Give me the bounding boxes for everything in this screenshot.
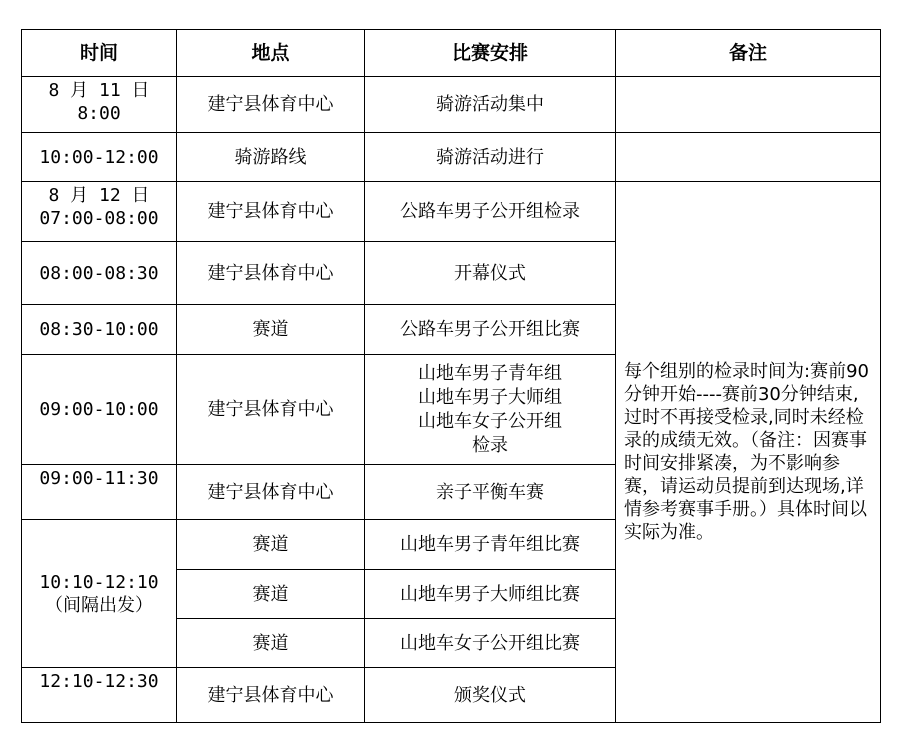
place-cell: 建宁县体育中心 (177, 355, 365, 465)
table-row (22, 77, 881, 133)
header-row (22, 30, 881, 77)
remarks-note: 每个组别的检录时间为:赛前90分钟开始----赛前30分钟结束,过时不再接受检录,同时未经检录的成绩无效。（备注：因赛事时间安排紧凑，为不影响参赛，请运动员提前到达现场,详情参考赛事手册。）具体时间以实际为准。 (616, 182, 881, 723)
time-cell: 10:10-12:10 （间隔出发） (22, 520, 177, 668)
header-place: 地点 (177, 30, 365, 77)
event-cell: 颁奖仪式 (365, 668, 616, 723)
header-arrangement: 比赛安排 (365, 30, 616, 77)
schedule-table (21, 29, 881, 723)
place-cell: 建宁县体育中心 (177, 182, 365, 242)
place-cell: 赛道 (177, 619, 365, 668)
event-cell: 公路车男子公开组比赛 (365, 305, 616, 355)
event-cell: 山地车男子青年组 山地车男子大师组 山地车女子公开组 检录 (365, 355, 616, 465)
place-cell: 建宁县体育中心 (177, 77, 365, 133)
time-cell: 08:00-08:30 (22, 242, 177, 305)
time-cell: 09:00-11:30 (22, 465, 177, 520)
header-time: 时间 (22, 30, 177, 77)
place-cell: 赛道 (177, 305, 365, 355)
event-cell: 开幕仪式 (365, 242, 616, 305)
time-cell: 8 月 12 日 07:00-08:00 (22, 182, 177, 242)
event-cell: 山地车男子大师组比赛 (365, 570, 616, 619)
time-cell: 10:00-12:00 (22, 133, 177, 182)
place-cell: 建宁县体育中心 (177, 668, 365, 723)
event-cell: 骑游活动集中 (365, 77, 616, 133)
place-cell: 骑游路线 (177, 133, 365, 182)
header-remarks: 备注 (616, 30, 881, 77)
time-cell: 8 月 11 日 8:00 (22, 77, 177, 133)
table-row (22, 133, 881, 182)
place-cell: 赛道 (177, 570, 365, 619)
remarks-cell (616, 77, 881, 133)
place-cell: 赛道 (177, 520, 365, 570)
event-cell: 亲子平衡车赛 (365, 465, 616, 520)
place-cell: 建宁县体育中心 (177, 465, 365, 520)
event-cell: 山地车女子公开组比赛 (365, 619, 616, 668)
event-cell: 骑游活动进行 (365, 133, 616, 182)
event-cell: 公路车男子公开组检录 (365, 182, 616, 242)
time-cell: 09:00-10:00 (22, 355, 177, 465)
place-cell: 建宁县体育中心 (177, 242, 365, 305)
time-cell: 12:10-12:30 (22, 668, 177, 723)
time-cell: 08:30-10:00 (22, 305, 177, 355)
table-row (22, 182, 881, 242)
remarks-cell (616, 133, 881, 182)
event-cell: 山地车男子青年组比赛 (365, 520, 616, 570)
